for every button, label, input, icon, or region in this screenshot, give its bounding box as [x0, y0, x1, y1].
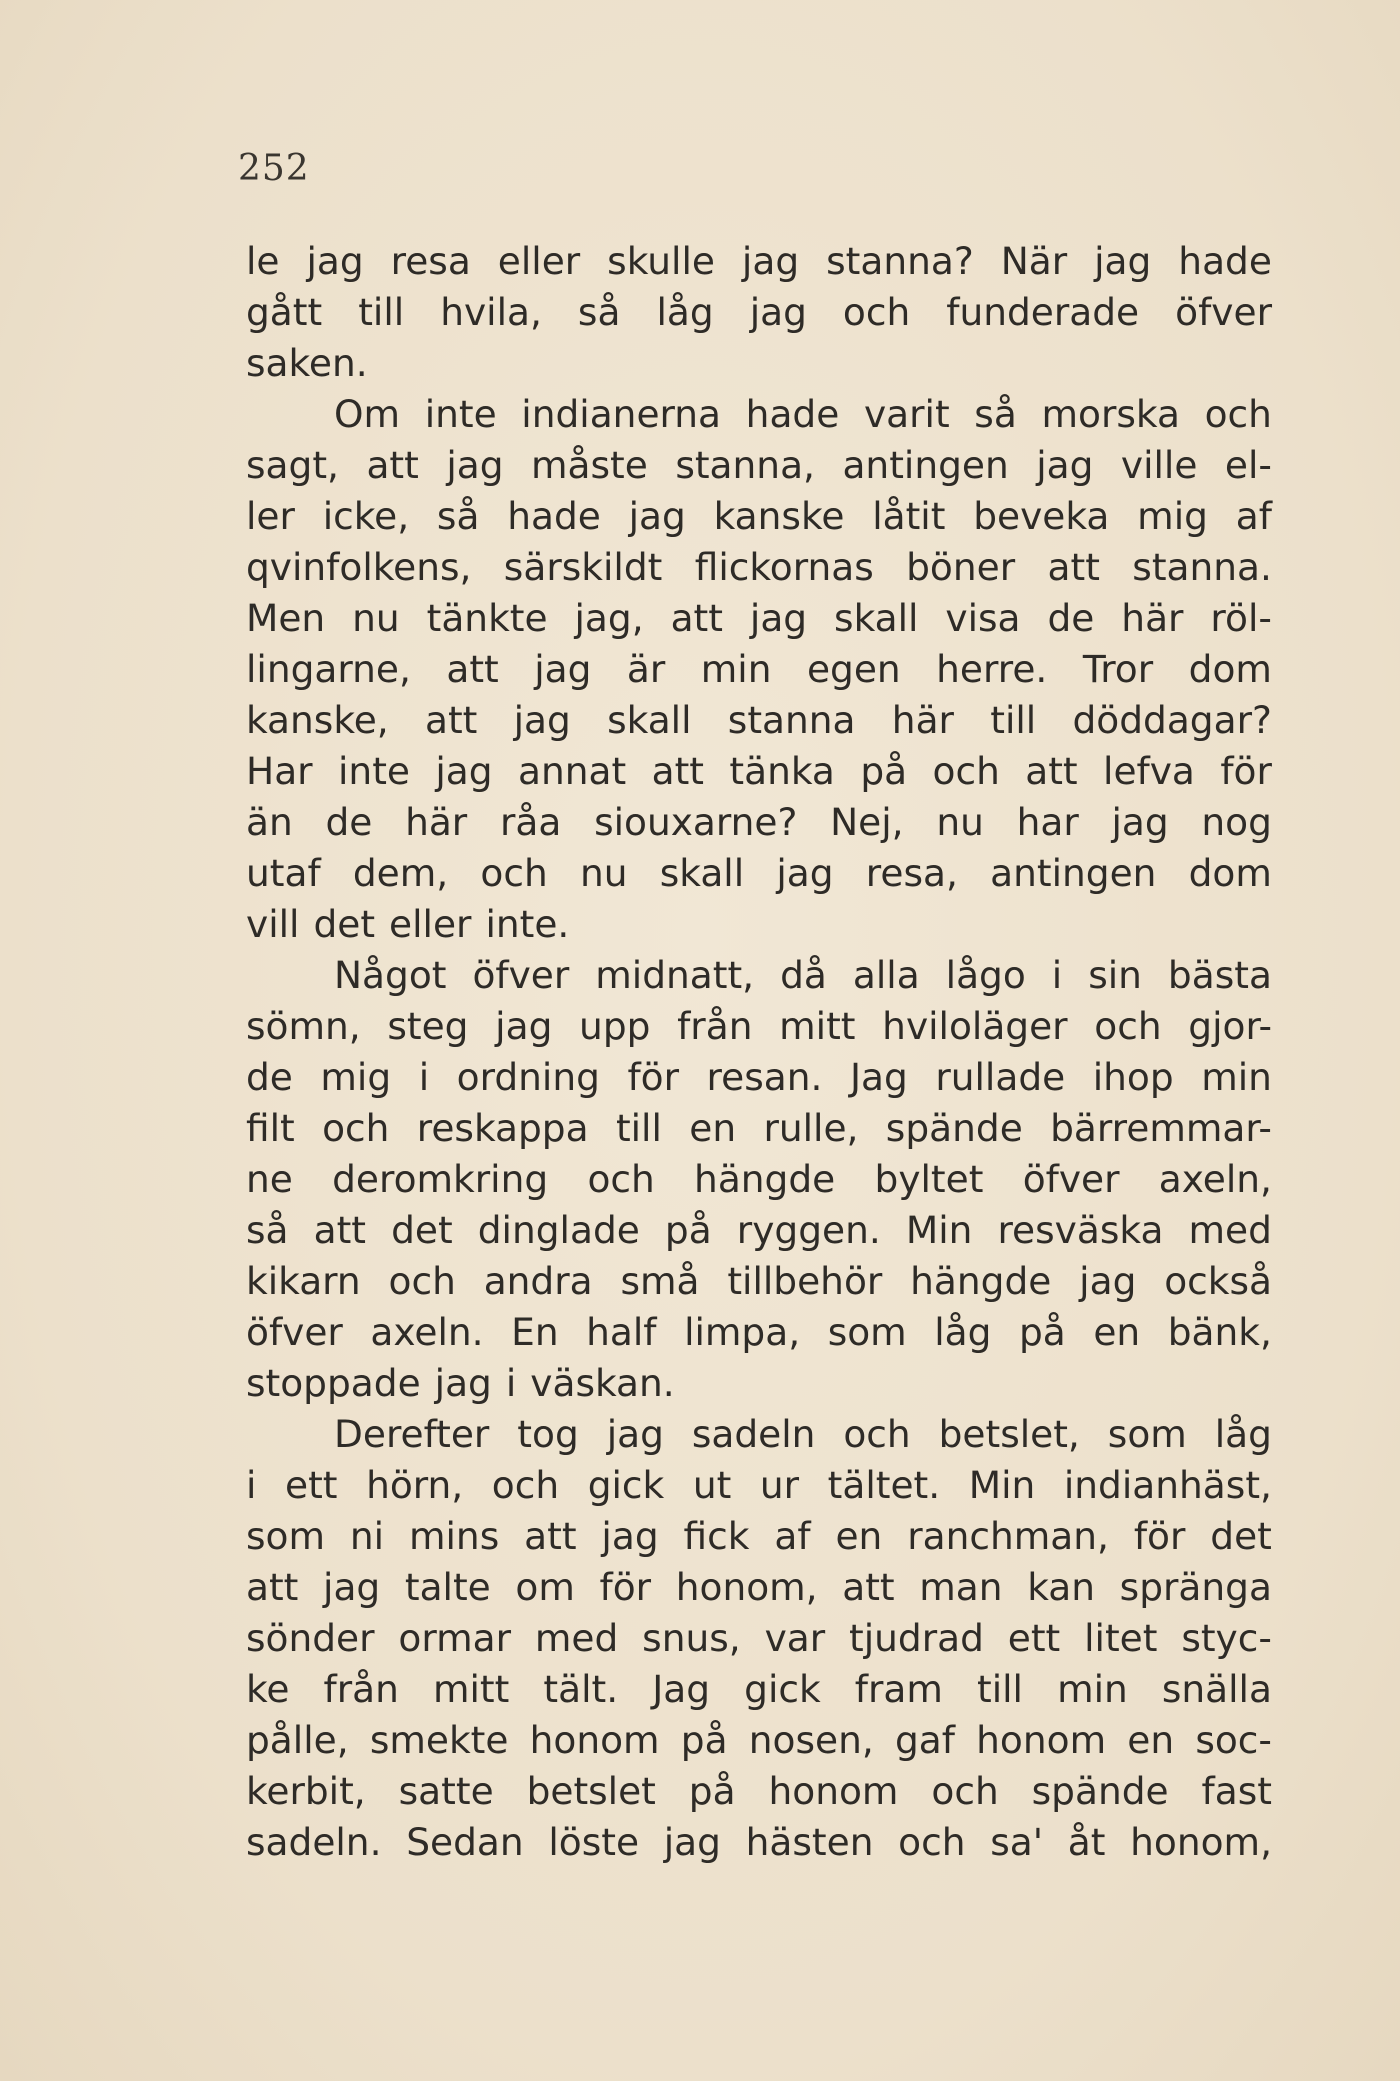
text-line: vill det eller inte. [246, 902, 570, 946]
text-line: sönder ormar med snus, var tjudrad ett litet styc- [246, 1616, 1272, 1660]
text-line: utaf dem, och nu skall jag resa, antingen dom [246, 851, 1272, 895]
text-line: kanske, att jag skall stanna här till döddagar? [246, 698, 1272, 742]
text-line: gått till hvila, så låg jag och funderade öfver [246, 290, 1272, 334]
text-line: kikarn och andra små tillbehör hängde jag också [246, 1259, 1272, 1303]
text-line: le jag resa eller skulle jag stanna? När jag hade [246, 239, 1272, 283]
text-line: att jag talte om för honom, att man kan spränga [246, 1565, 1272, 1609]
text-line: Något öfver midnatt, då alla lågo i sin bästa [334, 953, 1272, 997]
text-line: pålle, smekte honom på nosen, gaf honom en soc- [246, 1718, 1272, 1762]
text-line: kerbit, satte betslet på honom och spände fast [246, 1769, 1272, 1813]
body-text [246, 236, 1272, 1868]
text-line: sadeln. Sedan löste jag hästen och sa' åt honom, [246, 1820, 1272, 1864]
text-line: öfver axeln. En half limpa, som låg på en bänk, [246, 1310, 1272, 1354]
text-line: lingarne, att jag är min egen herre. Tror dom [246, 647, 1272, 691]
text-line: Men nu tänkte jag, att jag skall visa de här röl- [246, 596, 1272, 640]
text-line: som ni mins att jag fick af en ranchman, för det [246, 1514, 1272, 1558]
text-line: sagt, att jag måste stanna, antingen jag ville el- [246, 443, 1272, 487]
text-line: så att det dinglade på ryggen. Min resväska med [246, 1208, 1272, 1252]
page-number: 252 [238, 148, 310, 189]
text-line: ler icke, så hade jag kanske låtit beveka mig af [246, 494, 1272, 538]
text-line: Derefter tog jag sadeln och betslet, som låg [334, 1412, 1272, 1456]
text-line: stoppade jag i väskan. [246, 1361, 675, 1405]
text-line: ke från mitt tält. Jag gick fram till min snälla [246, 1667, 1272, 1711]
text-line: Om inte indianerna hade varit så morska och [334, 392, 1272, 436]
text-line: de mig i ordning för resan. Jag rullade ihop min [246, 1055, 1272, 1099]
text-line: filt och reskappa till en rulle, spände bärremmar- [246, 1106, 1272, 1150]
text-line: saken. [246, 341, 368, 385]
text-line: än de här råa siouxarne? Nej, nu har jag nog [246, 800, 1272, 844]
text-line: sömn, steg jag upp från mitt hviloläger och gjor- [246, 1004, 1272, 1048]
text-line: Har inte jag annat att tänka på och att lefva för [246, 749, 1272, 793]
text-line: qvinfolkens, särskildt flickornas böner att stanna. [246, 545, 1272, 589]
text-line: i ett hörn, och gick ut ur tältet. Min indianhäst, [246, 1463, 1272, 1507]
text-line: ne deromkring och hängde byltet öfver axeln, [246, 1157, 1272, 1201]
